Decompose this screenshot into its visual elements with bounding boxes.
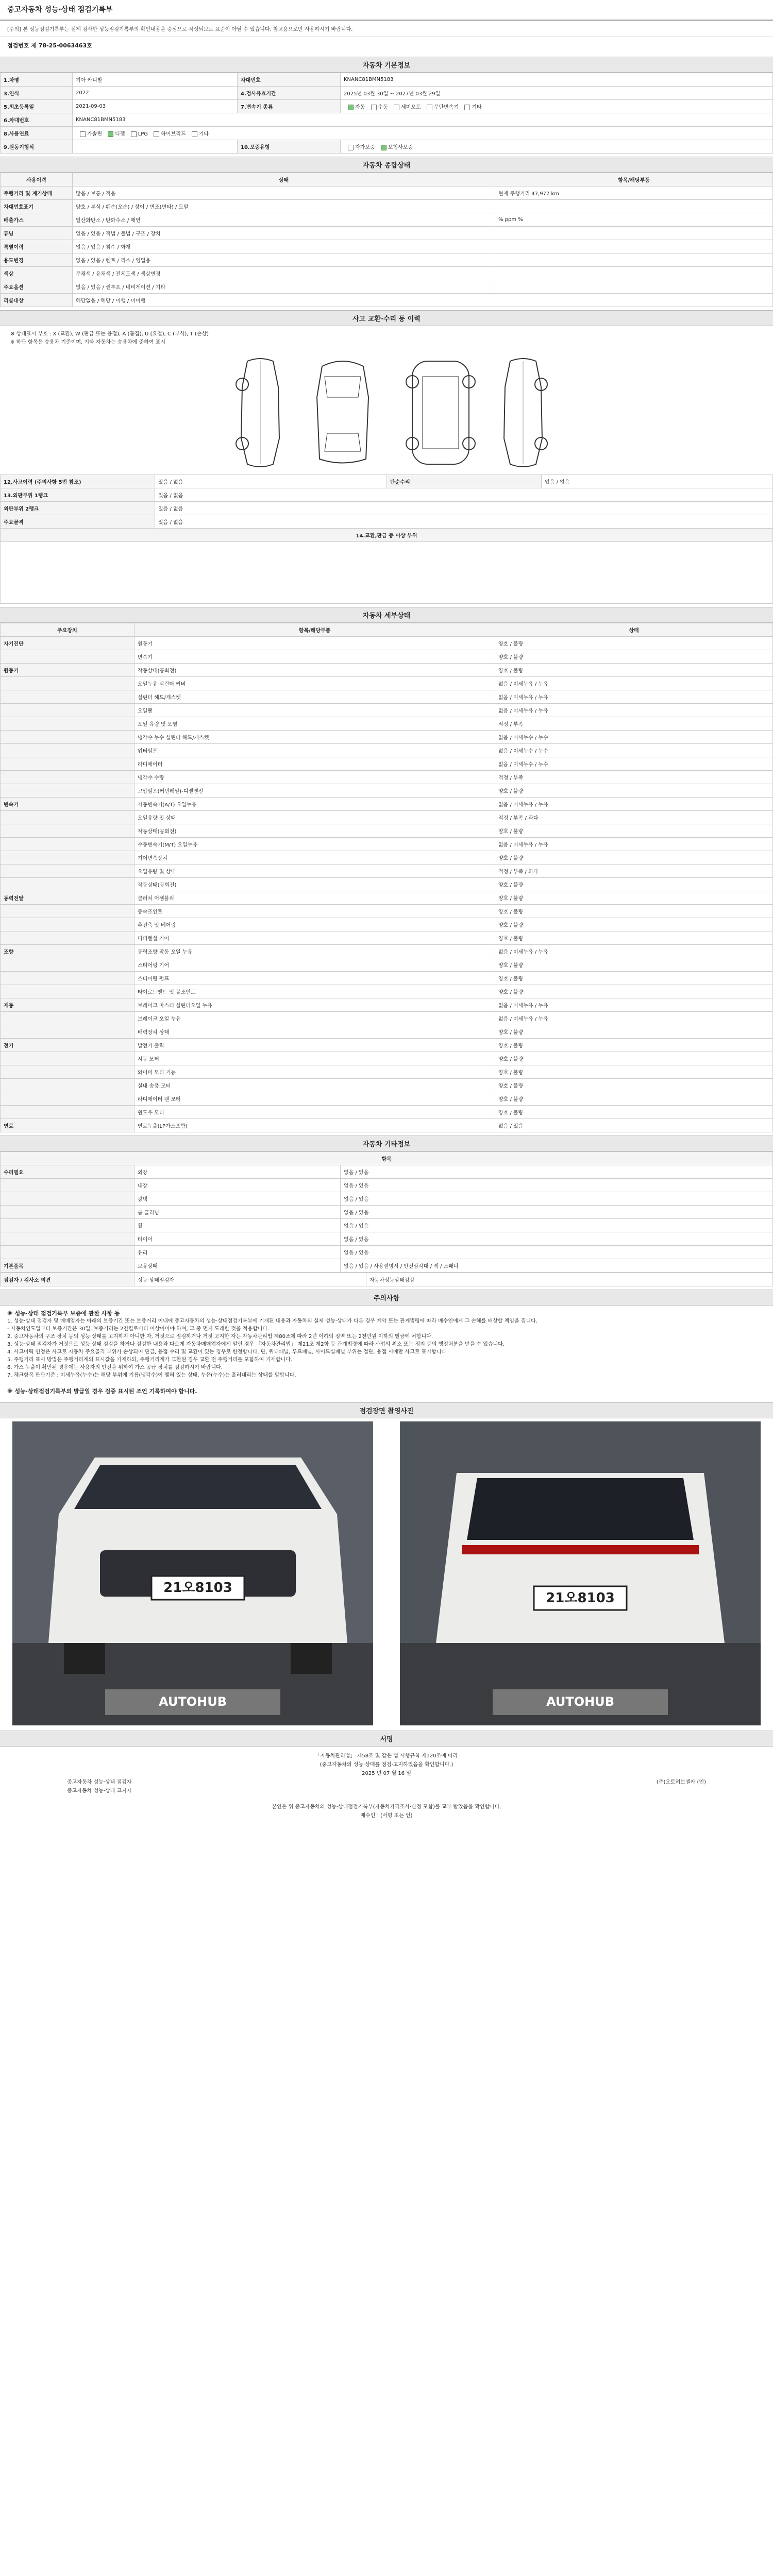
- detail-state: 양호 / 불량: [495, 784, 773, 798]
- detail-item: 스티어링 기어: [135, 958, 495, 972]
- detail-state: 양호 / 불량: [495, 972, 773, 985]
- fuel-opt: LPG: [138, 131, 148, 137]
- overall-head: 항목/해당부품: [495, 173, 773, 187]
- detail-group: [1, 985, 135, 998]
- inspector-value: 성능·상태점검자: [135, 1273, 366, 1286]
- rear-plate: 21오8103: [546, 1590, 615, 1606]
- section-basic-info: 자동차 기본정보: [0, 57, 773, 73]
- detail-group: [1, 811, 135, 824]
- simple-repair-label: 단순수리: [387, 475, 542, 488]
- detail-group: [1, 958, 135, 972]
- overall-note: [495, 280, 773, 294]
- detail-group: [1, 731, 135, 744]
- trans-opt: 기타: [472, 105, 482, 110]
- section-other: 자동차 기타정보: [0, 1136, 773, 1151]
- legend-line: ※ 상태표시 부호 : X (교환), W (판금 또는 용접), A (흠집), U (요철), C (부식), T (손상): [10, 331, 209, 337]
- overall-note: [495, 200, 773, 213]
- trans-opt: 세미오토: [401, 105, 421, 110]
- detail-item: 워터펌프: [135, 744, 495, 757]
- overall-note: [495, 240, 773, 253]
- transmission-label: 7.변속기 종류: [238, 100, 341, 113]
- overall-note: 현재 주행거리 47,977 km: [495, 187, 773, 200]
- detail-item: 작동상태(공회전): [135, 664, 495, 677]
- section-overall: 자동차 종합상태: [0, 157, 773, 173]
- overall-label: 튜닝: [1, 227, 73, 240]
- detail-item: 작동상태(공회전): [135, 878, 495, 891]
- detail-item: 클러치 어셈블리: [135, 891, 495, 905]
- inspector-note: 자동차성능상태점검: [366, 1273, 773, 1286]
- overall-label: 색상: [1, 267, 73, 280]
- engine-type-value: [73, 140, 238, 154]
- caution-line: 6. 가스 누출이 확인된 경우에는 사용자의 안전을 위하여 가스 공급 장치를 점검하시기 바랍니다.: [7, 1365, 223, 1370]
- checkbox-icon: [80, 131, 86, 137]
- accident-label: 12.사고이력 (주의사항 5번 참조): [1, 475, 155, 488]
- overall-state: 없음 / 있음 / 침수 / 화재: [73, 240, 495, 253]
- detail-item: 와이퍼 모터 기능: [135, 1065, 495, 1079]
- detail-state: 없음 / 미세누유 / 누유: [495, 945, 773, 958]
- page-title: 중고자동차 성능·상태 점검기록부: [0, 0, 773, 21]
- detail-state: 없음 / 미세누유 / 누유: [495, 704, 773, 717]
- caution-title: ※ 성능·상태 점검기록부 보증에 관한 사항 등: [7, 1310, 120, 1317]
- sign-buyer: 매수인 : (서명 또는 인): [360, 1813, 413, 1819]
- detail-item: 냉각수 누수 실린더 헤드/개스켓: [135, 731, 495, 744]
- sign-line: (중고자동차의 성능·상태를 점검·고지하였음을 확인합니다.): [320, 1762, 453, 1768]
- overall-label: 주요옵션: [1, 280, 73, 294]
- detail-table: [0, 623, 773, 1132]
- other-group: 수리필요: [1, 1165, 135, 1179]
- detail-group: [1, 677, 135, 690]
- detail-state: 적정 / 부족: [495, 771, 773, 784]
- detail-state: 양호 / 불량: [495, 637, 773, 650]
- section-sign: 서명: [0, 1731, 773, 1747]
- warranty-opt: 보험사보증: [388, 145, 413, 150]
- other-state: 없음 / 있음: [341, 1232, 773, 1246]
- detail-group: [1, 704, 135, 717]
- detail-item: 원동기: [135, 637, 495, 650]
- other-group: [1, 1179, 135, 1192]
- detail-item: 오일누유 실린더 커버: [135, 677, 495, 690]
- detail-item: 배력장치 상태: [135, 1025, 495, 1039]
- engine-vin-label: 6.차대번호: [1, 113, 73, 127]
- detail-item: 윈도우 모터: [135, 1106, 495, 1119]
- inspect-period-value: 2025년 03월 30일 ~ 2027년 03월 29일: [341, 87, 773, 100]
- detail-group: [1, 878, 135, 891]
- other-state: 없음 / 있음: [341, 1246, 773, 1259]
- overall-label: 리콜대상: [1, 294, 73, 307]
- overall-state: 일산화탄소 / 탄화수소 / 매연: [73, 213, 495, 227]
- rank1-label: 13.외판부위 1랭크: [1, 488, 155, 502]
- sign-company: (주)오토허브셀카 (인): [656, 1780, 706, 1785]
- other-group: [1, 1206, 135, 1219]
- fuel-label: 8.사용연료: [1, 127, 73, 140]
- vin-label: 차대번호: [238, 73, 341, 87]
- detail-group: [1, 918, 135, 931]
- overall-state: 해당없음 / 해당 / 이행 / 미이행: [73, 294, 495, 307]
- other-head: 항목: [1, 1152, 773, 1165]
- rank1-value: 있음 / 없음: [155, 488, 773, 502]
- detail-state: 없음 / 미세누유 / 누유: [495, 798, 773, 811]
- detail-item: 발전기 출력: [135, 1039, 495, 1052]
- simple-repair-value: 있음 / 없음: [542, 475, 773, 488]
- engine-type-label: 9.원동기형식: [1, 140, 73, 154]
- detail-group: [1, 1012, 135, 1025]
- detail-state: 없음 / 있음: [495, 1119, 773, 1132]
- warranty-label: 10.보증유형: [238, 140, 341, 154]
- detail-state: 양호 / 불량: [495, 891, 773, 905]
- sign-line: 「자동차관리법」 제58조 및 같은 법 시행규칙 제120조에 따라: [315, 1753, 458, 1759]
- sign-date: 2025 년 07 월 16 일: [362, 1771, 411, 1776]
- notice-text: [주의] 본 성능점검기록부는 실제 검사한 성능점검기록부의 확인내용을 중심으로 작성되므로 표준이 아닐 수 있습니다. 참고용으로만 사용하시기 바랍니다.: [0, 21, 773, 37]
- detail-group: 변속기: [1, 798, 135, 811]
- car-top-front-icon: [309, 356, 376, 469]
- detail-group: [1, 1079, 135, 1092]
- overall-label: 특별이력: [1, 240, 73, 253]
- transmission-options: [341, 100, 773, 113]
- car-front-photo-icon: [12, 1421, 373, 1725]
- detail-item: 브레이크 오일 누유: [135, 1012, 495, 1025]
- other-item: 내장: [135, 1179, 341, 1192]
- detail-item: 오일 유량 및 오염: [135, 717, 495, 731]
- detail-item: 라디에이터: [135, 757, 495, 771]
- caution-bottom: ※ 성능·상태점검기록부의 발급일 경우 검증 표시된 조언 기록하여야 합니다.: [7, 1388, 197, 1395]
- overall-head: 사용이력: [1, 173, 73, 187]
- detail-item: 냉각수 수량: [135, 771, 495, 784]
- trans-opt: 자동: [355, 105, 365, 110]
- section-photos: 점검장면 촬영사진: [0, 1402, 773, 1418]
- detail-item: 실린더 헤드/개스켓: [135, 690, 495, 704]
- detail-state: 없음 / 미세누수 / 누수: [495, 744, 773, 757]
- basic-info-table: [0, 73, 773, 154]
- checkbox-icon: [381, 145, 386, 150]
- detail-state: 없음 / 미세누유 / 누유: [495, 998, 773, 1012]
- detail-state: 양호 / 불량: [495, 918, 773, 931]
- detail-state: 양호 / 불량: [495, 1092, 773, 1106]
- other-item: 타이어: [135, 1232, 341, 1246]
- detail-group: 조향: [1, 945, 135, 958]
- detail-item: 타이로드엔드 및 볼조인트: [135, 985, 495, 998]
- detail-item: 고압펌프(커먼레일)-디젤엔진: [135, 784, 495, 798]
- caution-line: 1. 성능·상태 점검자 및 매매업자는 아래의 보증기간 또는 보증거리 이내에 중고자동차의 성능·상태점검기록부에 기재된 내용과 자동차의 실제 성능·상태가 다른 경우 계약 또는 관계법령에 따라 매수인에게 그 손해를 배상할 책임을 집니다.: [7, 1318, 537, 1324]
- checkbox-icon: [108, 131, 113, 137]
- detail-state: 적정 / 부족: [495, 717, 773, 731]
- other-state: 없음 / 있음 / 사용설명서 / 안전삼각대 / 잭 / 스패너: [341, 1259, 773, 1273]
- sign-line3: 본인은 위 중고자동차의 성능·상태점검기록부(자동차가격조사·산정 포함)를 교부 받았음을 확인합니다.: [272, 1804, 501, 1810]
- checkbox-icon: [371, 105, 377, 110]
- inspector-table: [0, 1273, 773, 1286]
- other-group: [1, 1246, 135, 1259]
- inspect-period-label: 4.검사유효기간: [238, 87, 341, 100]
- detail-group: 연료: [1, 1119, 135, 1132]
- detail-group: [1, 717, 135, 731]
- car-name-value: 기아 카니발: [73, 73, 238, 87]
- detail-group: [1, 972, 135, 985]
- overall-state: 무채색 / 유채색 / 전체도색 / 색상변경: [73, 267, 495, 280]
- overall-note: [495, 227, 773, 240]
- caution-line: 2. 중고자동차의 구조·장치 등의 성능·상태를 고지하지 아니한 자, 거짓으로 점검하거나 거짓 고지한 자는 자동차관리법 제80조에 따라 2년 이하의 징역 또는 2천만원 이하의 벌금에 처합니다.: [7, 1334, 433, 1340]
- overall-state: 양호 / 부식 / 훼손(오손) / 상이 / 변조(변타) / 도말: [73, 200, 495, 213]
- detail-group: [1, 744, 135, 757]
- rank2-value: 있음 / 없음: [155, 502, 773, 515]
- caution-line: 7. 체크항목 판단기준 : 미세누유(누수)는 해당 부위에 기름(냉각수)이 맺혀 있는 상태, 누유(누수)는 흘러내리는 상태를 말합니다.: [7, 1372, 296, 1378]
- detail-state: 없음 / 미세누유 / 누유: [495, 1012, 773, 1025]
- other-item: 광택: [135, 1192, 341, 1206]
- car-frame-icon: [402, 356, 479, 469]
- other-group: [1, 1192, 135, 1206]
- year-value: 2022: [73, 87, 238, 100]
- other-state: 없음 / 있음: [341, 1192, 773, 1206]
- detail-head: 상태: [495, 623, 773, 637]
- overall-label: 배출가스: [1, 213, 73, 227]
- detail-head: 주요장치: [1, 623, 135, 637]
- overall-note: % ppm %: [495, 213, 773, 227]
- other-group: [1, 1232, 135, 1246]
- trans-opt: 무단변속기: [433, 105, 459, 110]
- detail-state: 양호 / 불량: [495, 931, 773, 945]
- detail-state: 없음 / 미세누유 / 누유: [495, 690, 773, 704]
- other-state: 없음 / 있음: [341, 1179, 773, 1192]
- rank2-label: 외판부위 2랭크: [1, 502, 155, 515]
- front-brand: AUTOHUB: [159, 1694, 227, 1709]
- detail-item: 스티어링 펌프: [135, 972, 495, 985]
- detail-state: 양호 / 불량: [495, 1025, 773, 1039]
- caution-line: 3. 성능·상태 점검자가 거짓으로 성능·상태 점검을 하거나 점검한 내용과 다르게 자동차매매업자에게 알린 경우 「자동차관리법」 제21조 제2항 등 관계법령에 따라 사업의 취소 또는 정지 등의 행정처분을 받을 수 있습니다.: [7, 1342, 505, 1347]
- overall-note: [495, 267, 773, 280]
- detail-state: 적정 / 부족 / 과다: [495, 865, 773, 878]
- detail-group: [1, 865, 135, 878]
- detail-state: 양호 / 불량: [495, 650, 773, 664]
- detail-state: 양호 / 불량: [495, 664, 773, 677]
- detail-group: [1, 1065, 135, 1079]
- detail-state: 양호 / 불량: [495, 1052, 773, 1065]
- other-item: 룸 클리닝: [135, 1206, 341, 1219]
- caution-line: 5. 주행거리 표시 방법은 주행거리계의 표시값을 기재하되, 주행거리계가 교환된 경우 교환 전 주행거리를 포함하여 기재합니다.: [7, 1357, 293, 1363]
- overall-state: 많음 / 보통 / 적음: [73, 187, 495, 200]
- overall-state: 없음 / 있음 / 썬루프 / 네비게이션 / 기타: [73, 280, 495, 294]
- overall-note: [495, 294, 773, 307]
- sign-notifier: 중고자동차 성능·상태 고지자: [67, 1788, 132, 1794]
- first-reg-label: 5.최초등록일: [1, 100, 73, 113]
- fuel-opt: 가솔린: [87, 131, 102, 137]
- section-caution: 주의사항: [0, 1290, 773, 1306]
- detail-state: 양호 / 불량: [495, 1039, 773, 1052]
- checkbox-icon: [348, 145, 354, 150]
- detail-head: 항목/해당부품: [135, 623, 495, 637]
- caution-line: - 자동차인도일부터 보증기간은 30일, 보증거리는 2천킬로미터 이상이어야 하며, 그 중 먼저 도래한 것을 적용합니다.: [7, 1326, 270, 1332]
- rear-brand: AUTOHUB: [546, 1694, 614, 1709]
- detail-item: 변속기: [135, 650, 495, 664]
- detail-group: 자기진단: [1, 637, 135, 650]
- checkbox-icon: [348, 105, 354, 110]
- damage-table: [0, 474, 773, 604]
- detail-state: 양호 / 불량: [495, 905, 773, 918]
- warranty-opt: 자가보증: [355, 145, 375, 150]
- detail-state: 없음 / 미세누유 / 누유: [495, 838, 773, 851]
- detail-item: 오일유량 및 상태: [135, 865, 495, 878]
- overall-label: 주행거리 및 계기상태: [1, 187, 73, 200]
- other-item: 휠: [135, 1219, 341, 1232]
- trans-opt: 수동: [378, 105, 388, 110]
- fuel-opt: 기타: [198, 131, 209, 137]
- detail-state: 없음 / 미세누수 / 누수: [495, 731, 773, 744]
- checkbox-icon: [154, 131, 159, 137]
- detail-state: 양호 / 불량: [495, 851, 773, 865]
- other-item: 유리: [135, 1246, 341, 1259]
- caution-block: [0, 1306, 773, 1383]
- panel-area: [1, 542, 773, 604]
- other-state: 없음 / 있음: [341, 1165, 773, 1179]
- detail-item: 작동상태(공회전): [135, 824, 495, 838]
- detail-item: 추진축 및 베어링: [135, 918, 495, 931]
- vin-value: KNANC81BMN5183: [341, 73, 773, 87]
- detail-state: 양호 / 불량: [495, 985, 773, 998]
- other-group: [1, 1219, 135, 1232]
- rear-photo: [400, 1421, 761, 1725]
- inspector-label: 점검자 / 검사소 의견: [1, 1273, 135, 1286]
- car-name-label: 1.차명: [1, 73, 73, 87]
- overall-label: 차대번호표기: [1, 200, 73, 213]
- detail-group: [1, 784, 135, 798]
- panel-title: 14.교환,판금 등 이상 부위: [1, 529, 773, 542]
- other-item: 보유상태: [135, 1259, 341, 1273]
- detail-group: [1, 690, 135, 704]
- detail-state: 양호 / 불량: [495, 1065, 773, 1079]
- detail-group: [1, 1052, 135, 1065]
- other-table: [0, 1151, 773, 1273]
- caution-bottom-wrap: [0, 1383, 773, 1399]
- other-state: 없음 / 있음: [341, 1219, 773, 1232]
- overall-head: 상태: [73, 173, 495, 187]
- overall-state: 없음 / 있음 / 렌트 / 리스 / 영업용: [73, 253, 495, 267]
- detail-group: [1, 905, 135, 918]
- sign-person: 중고자동차 성능·상태 점검자: [67, 1780, 132, 1785]
- warranty-options: [341, 140, 773, 154]
- car-rear-photo-icon: [400, 1421, 761, 1725]
- detail-item: 시동 모터: [135, 1052, 495, 1065]
- detail-item: 연료누출(LP가스포함): [135, 1119, 495, 1132]
- other-group: 기본품목: [1, 1259, 135, 1273]
- detail-item: 브레이크 마스터 실린더오일 누유: [135, 998, 495, 1012]
- overall-state: 없음 / 있음 / 적법 / 불법 / 구조 / 장치: [73, 227, 495, 240]
- detail-group: 동력전달: [1, 891, 135, 905]
- other-state: 없음 / 있음: [341, 1206, 773, 1219]
- detail-item: 디퍼렌셜 기어: [135, 931, 495, 945]
- engine-vin-value: KNANC81BMN5183: [73, 113, 773, 127]
- checkbox-icon: [131, 131, 137, 137]
- detail-state: 양호 / 불량: [495, 958, 773, 972]
- detail-item: 오일팬: [135, 704, 495, 717]
- detail-state: 양호 / 불량: [495, 878, 773, 891]
- detail-state: 양호 / 불량: [495, 824, 773, 838]
- detail-item: 오일유량 및 상태: [135, 811, 495, 824]
- detail-state: 없음 / 미세누수 / 누수: [495, 757, 773, 771]
- detail-item: 실내 송풍 모터: [135, 1079, 495, 1092]
- car-diagram: [0, 351, 773, 474]
- legend-line: ※ 하단 항목은 승용차 기준이며, 기타 자동차는 승용차에 준하여 표시: [10, 340, 165, 345]
- detail-group: 원동기: [1, 664, 135, 677]
- front-plate: 21오8103: [163, 1580, 232, 1596]
- detail-group: [1, 824, 135, 838]
- detail-state: 양호 / 불량: [495, 1079, 773, 1092]
- checkbox-icon: [464, 105, 470, 110]
- first-reg-value: 2021-09-03: [73, 100, 238, 113]
- detail-item: 동력조향 작동 오일 누유: [135, 945, 495, 958]
- fuel-opt: 디젤: [115, 131, 125, 137]
- detail-item: 기어변속장치: [135, 851, 495, 865]
- fuel-opt: 하이브리드: [161, 131, 186, 137]
- detail-group: [1, 1025, 135, 1039]
- overall-table: [0, 173, 773, 307]
- detail-item: 등속조인트: [135, 905, 495, 918]
- detail-group: [1, 931, 135, 945]
- fuel-options: [73, 127, 773, 140]
- checkbox-icon: [394, 105, 399, 110]
- overall-note: [495, 253, 773, 267]
- checkbox-icon: [192, 131, 197, 137]
- detail-state: 없음 / 미세누유 / 누유: [495, 677, 773, 690]
- car-right-side-icon: [495, 356, 551, 469]
- detail-state: 적정 / 부족 / 과다: [495, 811, 773, 824]
- checkbox-icon: [427, 105, 432, 110]
- detail-group: [1, 650, 135, 664]
- section-damage: 사고 교환·수리 등 이력: [0, 310, 773, 326]
- front-photo: [12, 1421, 373, 1725]
- car-left-side-icon: [232, 356, 289, 469]
- detail-item: 수동변속기(M/T) 오일누유: [135, 838, 495, 851]
- overall-label: 용도변경: [1, 253, 73, 267]
- certificate-number: 점검번호 제 78-25-0063463호: [7, 42, 92, 49]
- section-detail: 자동차 세부상태: [0, 607, 773, 623]
- detail-item: 자동변속기(A/T) 오일누유: [135, 798, 495, 811]
- frame-value: 있음 / 없음: [155, 515, 773, 529]
- caution-line: 4. 사고이력 인정은 사고로 자동차 주요골격 부위가 손상되어 판금, 용접 수리 및 교환이 있는 경우로 한정합니다. 단, 쿼터패널, 루프패널, 사이드실패널 부위는 절단, 용접 시에만 사고로 표기합니다.: [7, 1349, 448, 1355]
- detail-group: 전기: [1, 1039, 135, 1052]
- detail-group: [1, 1106, 135, 1119]
- detail-group: 제동: [1, 998, 135, 1012]
- detail-state: 양호 / 불량: [495, 1106, 773, 1119]
- detail-group: [1, 1092, 135, 1106]
- detail-group: [1, 757, 135, 771]
- year-label: 3.연식: [1, 87, 73, 100]
- accident-value: 있음 / 없음: [155, 475, 387, 488]
- detail-group: [1, 851, 135, 865]
- other-item: 외장: [135, 1165, 341, 1179]
- frame-label: 주요골격: [1, 515, 155, 529]
- detail-group: [1, 838, 135, 851]
- detail-group: [1, 771, 135, 784]
- detail-item: 라디에이터 팬 모터: [135, 1092, 495, 1106]
